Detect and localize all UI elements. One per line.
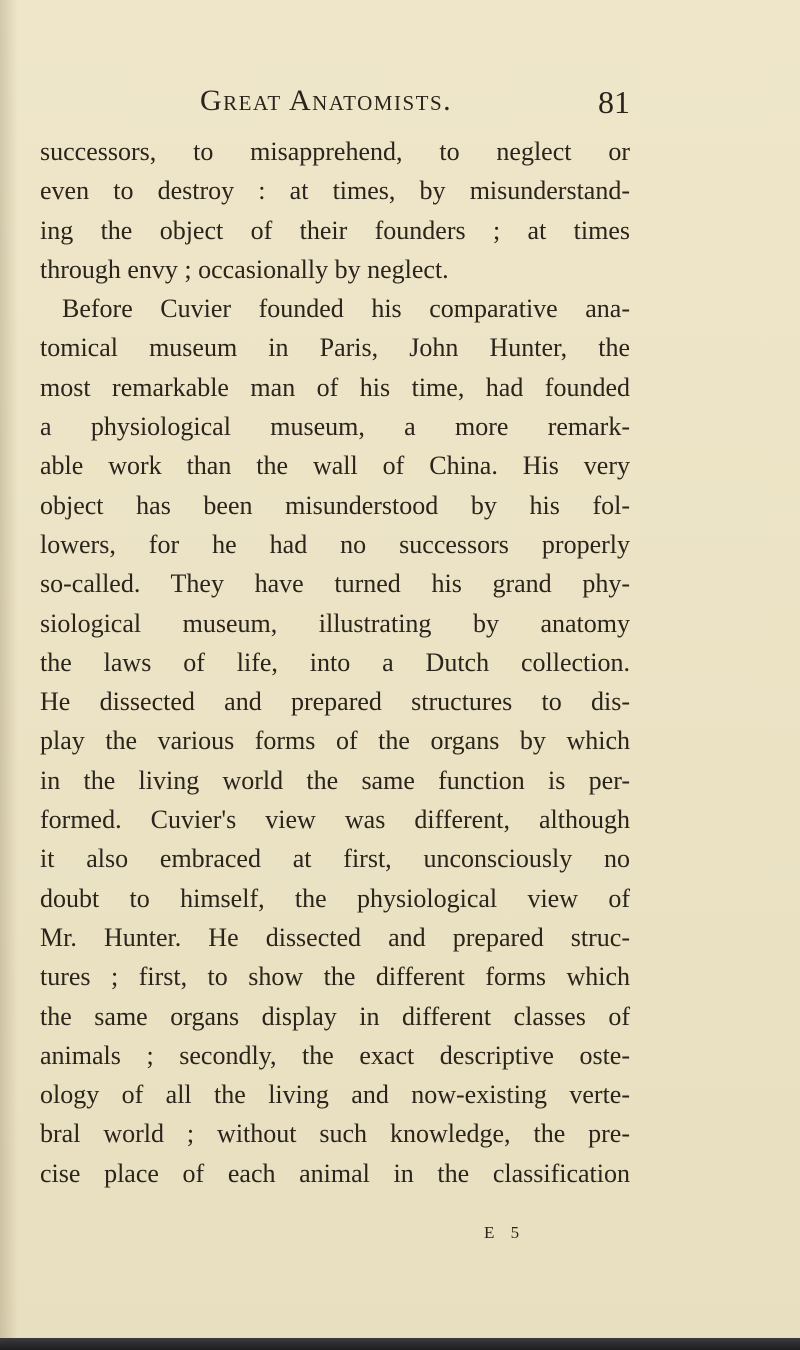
text-line: cise place of each animal in the classification xyxy=(40,1158,630,1188)
text-line: even to destroy : at times, by misunderstand- xyxy=(40,176,630,206)
text-line: the same organs display in different classes of xyxy=(40,1001,630,1031)
text-line: siological museum, illustrating by anatomy xyxy=(40,608,630,638)
text-line: so-called. They have turned his grand phy- xyxy=(40,569,630,599)
body-text xyxy=(40,132,630,1193)
text-line: tomical museum in Paris, John Hunter, the xyxy=(40,333,630,363)
text-line: through envy ; occasionally by neglect. xyxy=(40,254,449,284)
page-gutter-shadow xyxy=(0,0,18,1350)
page-number: 81 xyxy=(598,84,630,120)
page-header xyxy=(200,84,630,128)
page-bottom-edge xyxy=(0,1338,800,1350)
text-line: animals ; secondly, the exact descriptive oste- xyxy=(40,1040,630,1070)
text-line: ology of all the living and now-existing verte- xyxy=(40,1080,630,1110)
text-line: tures ; first, to show the different forms which xyxy=(40,962,630,992)
text-line: in the living world the same function is per- xyxy=(40,765,630,795)
text-line: a physiological museum, a more remark- xyxy=(40,412,630,442)
text-line: lowers, for he had no successors properly xyxy=(40,529,630,559)
text-line: successors, to misapprehend, to neglect or xyxy=(40,137,630,166)
text-line: He dissected and prepared structures to dis- xyxy=(40,687,630,717)
text-line: the laws of life, into a Dutch collection. xyxy=(40,647,630,677)
text-line: doubt to himself, the physiological view of xyxy=(40,883,630,913)
text-line: ing the object of their founders ; at times xyxy=(40,215,630,245)
text-line: most remarkable man of his time, had founded xyxy=(40,372,630,402)
text-line: Before Cuvier founded his comparative ana- xyxy=(62,294,630,324)
running-head: Great Anatomists. xyxy=(200,84,453,117)
signature-mark: E 5 xyxy=(484,1223,526,1242)
text-line: play the various forms of the organs by which xyxy=(40,726,630,756)
text-line: able work than the wall of China. His very xyxy=(40,451,630,481)
text-line: formed. Cuvier's view was different, although xyxy=(40,805,630,835)
text-line: bral world ; without such knowledge, the pre- xyxy=(40,1119,630,1149)
text-line: Mr. Hunter. He dissected and prepared struc- xyxy=(40,922,630,952)
text-line: it also embraced at first, unconsciously no xyxy=(40,844,630,874)
text-line: object has been misunderstood by his fol- xyxy=(40,490,630,520)
